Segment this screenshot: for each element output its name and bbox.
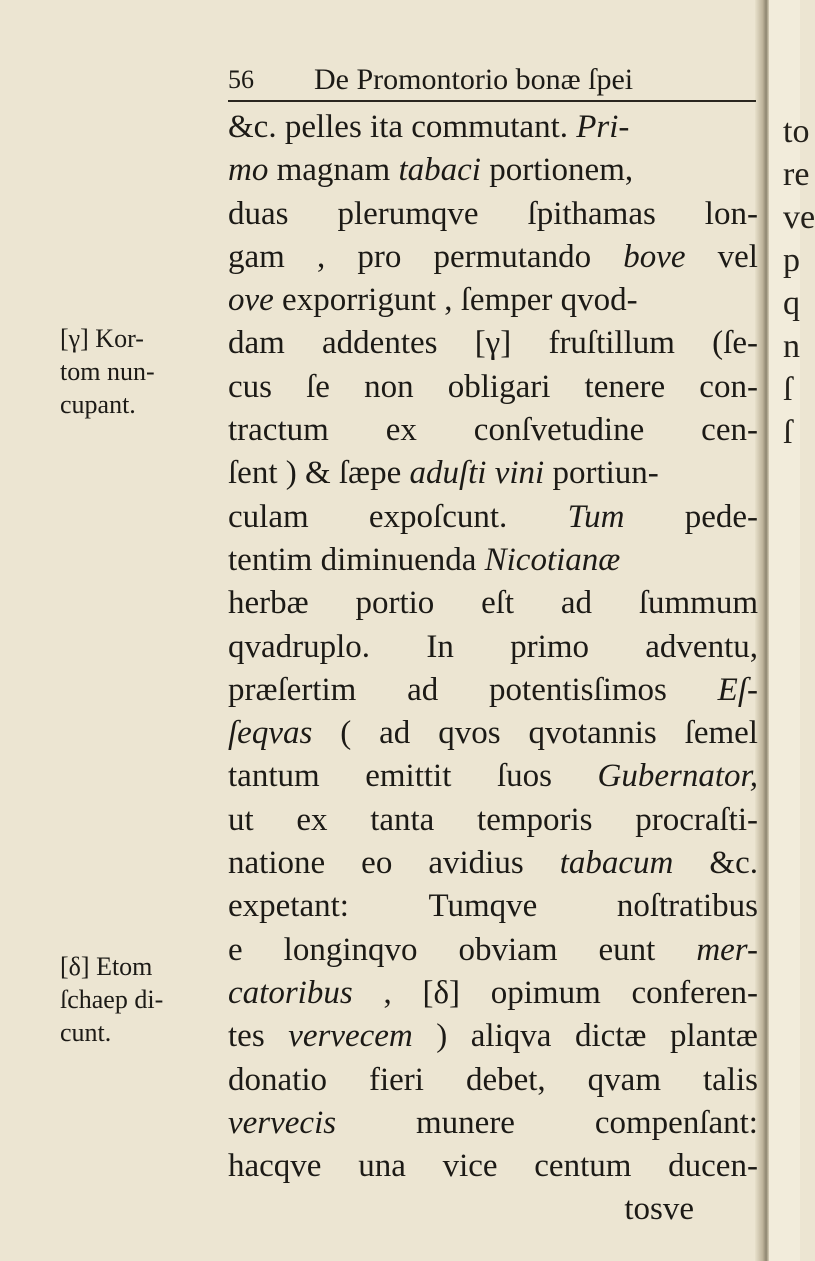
text-line: [228, 539, 758, 582]
word: eſt: [481, 585, 515, 622]
word: emittit: [365, 758, 452, 795]
word: ,: [383, 974, 392, 1011]
word: ſemel: [684, 715, 758, 752]
text-line-content: [228, 322, 758, 365]
text-line: [228, 712, 758, 755]
word: pede-: [684, 498, 758, 535]
word: qvadruplo.: [228, 628, 371, 665]
text-line: [228, 366, 758, 409]
text-line: [228, 582, 758, 625]
text-line-content: [228, 455, 659, 491]
text-segment: ſent ) & ſæpe: [228, 455, 410, 492]
word: Tum: [567, 498, 625, 535]
word: vervecem: [288, 1018, 413, 1055]
text-segment: magnam: [268, 152, 399, 189]
text-line: [228, 149, 758, 192]
word: temporis: [477, 801, 593, 838]
word: talis: [703, 1061, 758, 1098]
word: gam: [228, 238, 285, 275]
margin-note-line: [δ] Etom: [60, 952, 153, 981]
word: culam: [228, 498, 309, 535]
word: qvam: [587, 1061, 661, 1098]
word: aliqva: [470, 1018, 552, 1055]
word: (ſe-: [712, 325, 758, 362]
word: adventu,: [645, 628, 758, 665]
word: tantum: [228, 758, 320, 795]
text-line-content: [228, 712, 758, 755]
text-line: [228, 626, 758, 669]
word: tenere: [584, 368, 666, 405]
running-title: De Promontorio bonæ ſpei: [314, 63, 634, 96]
word: ut: [228, 801, 254, 838]
text-line-content: [228, 282, 638, 318]
word: centum: [534, 1148, 632, 1185]
italic-segment: tabaci: [398, 152, 481, 189]
page-number: 56: [228, 65, 254, 94]
italic-segment: Nicotianæ: [484, 541, 621, 578]
text-segment: portiun-: [544, 455, 659, 492]
text-line-content: [228, 582, 758, 625]
word: ſpithamas: [527, 195, 656, 232]
text-line: [228, 842, 758, 885]
word: noſtratibus: [616, 888, 758, 925]
facing-fragment: n: [783, 328, 800, 365]
word: eunt: [598, 931, 656, 968]
text-line: [228, 106, 758, 149]
word: &c.: [709, 845, 758, 882]
word: debet,: [465, 1061, 546, 1098]
word: vice: [442, 1148, 498, 1185]
word: ducen-: [668, 1148, 758, 1185]
italic-segment: Pri-: [576, 109, 630, 145]
margin-note-line: ſchaep di-: [60, 985, 164, 1014]
word: [δ]: [422, 974, 460, 1011]
margin-note-gamma: [60, 322, 220, 421]
word: potentisſimos: [489, 671, 667, 708]
word: vervecis: [228, 1104, 337, 1141]
word: præſertim: [228, 671, 357, 708]
word: compenſant:: [594, 1104, 758, 1141]
facing-page-edge: [769, 0, 815, 1261]
word: catoribus: [228, 974, 353, 1011]
text-segment: &c. pelles ita commutant.: [228, 109, 577, 145]
word: natione: [228, 845, 326, 882]
text-line-content: [228, 799, 758, 842]
word: primo: [510, 628, 589, 665]
text-line-content: [228, 152, 633, 188]
text-line-content: [228, 669, 758, 712]
facing-fragment: p: [783, 242, 800, 279]
text-line-content: [228, 1145, 758, 1188]
text-line: [228, 236, 758, 279]
word: opimum: [490, 974, 601, 1011]
text-line-content: [228, 236, 758, 279]
margin-note-line: cunt.: [60, 1018, 112, 1047]
margin-note-line: [γ] Kor-: [60, 324, 144, 353]
facing-fragment: re: [783, 156, 810, 193]
word: duas: [228, 195, 289, 232]
facing-fragment: ſ: [783, 371, 793, 408]
text-line: [228, 409, 758, 452]
word: fieri: [368, 1061, 424, 1098]
facing-fragment: q: [783, 285, 800, 322]
word: dictæ: [574, 1018, 647, 1055]
italic-segment: mo: [228, 152, 269, 189]
word: portio: [355, 585, 435, 622]
text-line-content: [228, 366, 758, 409]
text-line: [228, 452, 758, 495]
word: Tumqve: [428, 888, 538, 925]
text-line: [228, 1015, 758, 1058]
text-line-content: [228, 409, 758, 452]
text-line: [228, 669, 758, 712]
word: procraſti-: [635, 801, 758, 838]
text-line: [228, 279, 758, 322]
text-line: [228, 885, 758, 928]
text-line: [228, 972, 758, 1015]
word: ex: [385, 412, 417, 449]
word: una: [358, 1148, 406, 1185]
text-line-content: [228, 193, 758, 236]
word: [γ]: [474, 325, 512, 362]
word: cen-: [701, 412, 758, 449]
word: plantæ: [669, 1018, 758, 1055]
word: qvotannis: [528, 715, 657, 752]
word: con-: [699, 368, 758, 405]
word: ſummum: [638, 585, 758, 622]
facing-fragment: to: [783, 113, 810, 150]
text-line-content: [228, 842, 758, 885]
word: obviam: [458, 931, 558, 968]
word: dam: [228, 325, 285, 362]
text-line: [228, 496, 758, 539]
text-line-content: [228, 755, 758, 798]
word: permutando: [433, 238, 592, 275]
text-line: [228, 1102, 758, 1145]
text-line: [228, 1059, 758, 1102]
margin-note-line: cupant.: [60, 390, 136, 419]
text-line-content: [228, 496, 758, 539]
word: eo: [361, 845, 393, 882]
word: ſeqvas: [228, 715, 313, 752]
text-line: [228, 1145, 758, 1188]
word: obligari: [447, 368, 551, 405]
margin-note-delta: [60, 950, 220, 1049]
word: tabacum: [559, 845, 674, 882]
word: ad: [379, 715, 411, 752]
text-line-content: [228, 1015, 758, 1058]
italic-segment: ove: [228, 282, 274, 319]
text-line-content: [228, 972, 758, 1015]
text-line-content: [228, 929, 758, 972]
word: ſuos: [496, 758, 552, 795]
word: pro: [357, 238, 402, 275]
text-line-content: [228, 1059, 758, 1102]
text-line: [228, 929, 758, 972]
word: longinqvo: [283, 931, 418, 968]
word: avidius: [428, 845, 524, 882]
word: vel: [717, 238, 758, 275]
text-line-content: [228, 1102, 758, 1145]
italic-segment: aduſti vini: [409, 455, 545, 492]
facing-fragment: ſ: [783, 414, 793, 451]
text-line-content: [228, 885, 758, 928]
text-line: [228, 193, 758, 236]
word: donatio: [228, 1061, 327, 1098]
word: non: [364, 368, 414, 405]
word: tes: [228, 1018, 265, 1055]
word: fruſtillum: [548, 325, 675, 362]
word: bove: [623, 238, 686, 275]
word: addentes: [322, 325, 438, 362]
header-rule: [228, 100, 756, 102]
word: hacqve: [228, 1148, 322, 1185]
word: cus: [228, 368, 272, 405]
text-line-content: [228, 626, 758, 669]
word: ,: [316, 238, 326, 275]
word: expoſcunt.: [368, 498, 508, 535]
text-line: [228, 799, 758, 842]
word: ): [436, 1018, 448, 1055]
word: (: [340, 715, 352, 752]
text-line-content: [228, 542, 620, 578]
text-segment: exporrigunt , ſemper qvod-: [273, 282, 638, 319]
word: plerumqve: [337, 195, 479, 232]
catchword: tosve: [624, 1191, 694, 1228]
word: ad: [560, 585, 593, 622]
word: mer-: [696, 931, 758, 968]
text-segment: portionem,: [480, 152, 634, 189]
word: tanta: [370, 801, 435, 838]
text-line-content: [228, 109, 629, 145]
text-segment: tentim diminuenda: [228, 541, 485, 578]
word: ex: [296, 801, 328, 838]
facing-fragment: ve: [783, 199, 815, 236]
word: qvos: [438, 715, 501, 752]
text-line: [228, 322, 758, 365]
word: e: [228, 931, 243, 968]
word: Eſ-: [717, 671, 758, 708]
word: herbæ: [228, 585, 309, 622]
body-text: [228, 106, 758, 1232]
word: In: [426, 628, 454, 665]
text-line: [228, 755, 758, 798]
word: conferen-: [631, 974, 758, 1011]
running-header: [228, 60, 756, 100]
word: Gubernator,: [597, 758, 758, 795]
word: lon-: [704, 195, 758, 232]
word: ſe: [306, 368, 330, 405]
margin-note-line: tom nun-: [60, 357, 155, 386]
word: munere: [416, 1104, 515, 1141]
word: tractum: [228, 412, 329, 449]
word: conſvetudine: [473, 412, 645, 449]
word: ad: [407, 671, 439, 708]
word: expetant:: [228, 888, 349, 925]
